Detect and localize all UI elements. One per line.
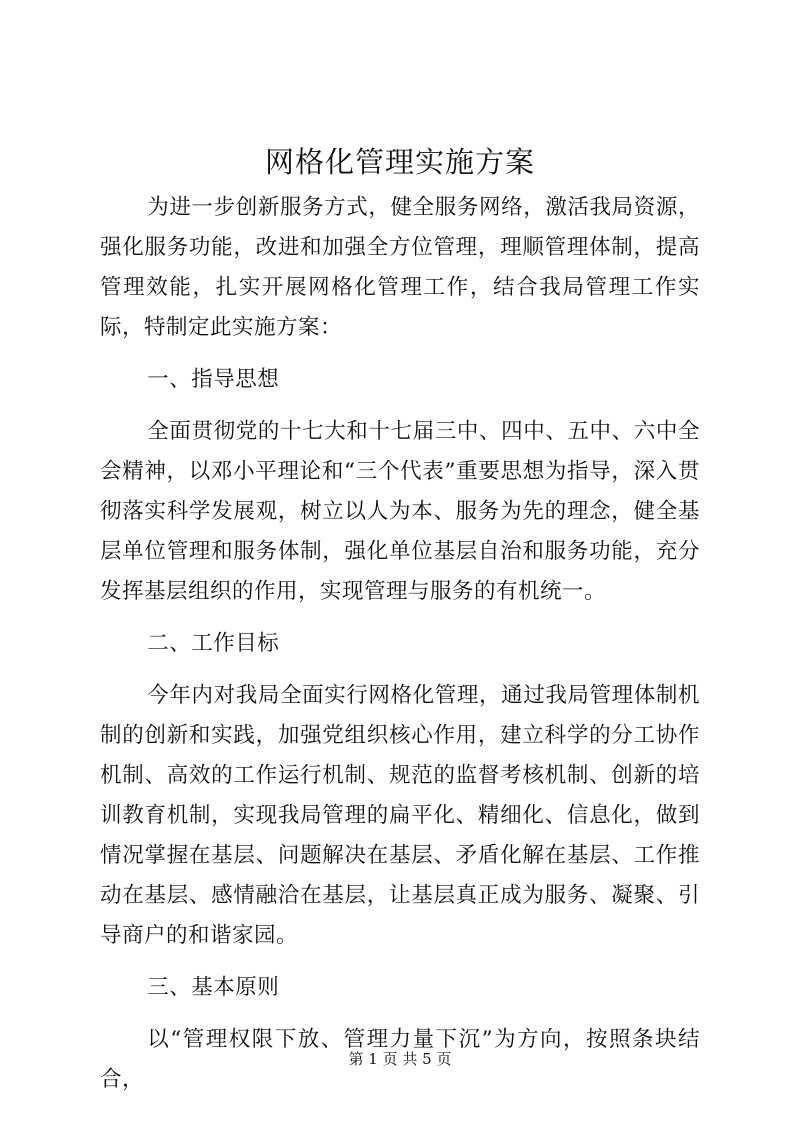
intro-paragraph: 为进一步创新服务方式，健全服务网络，激活我局资源，强化服务功能，改进和加强全方位管理，理顺管理体制，提高管理效能，扎实开展网格化管理工作，结合我局管理工作实际，特制定此实施方案： — [100, 195, 700, 340]
section-heading-basic-principles: 三、基本原则 — [147, 975, 280, 1000]
document-title: 网格化管理实施方案 — [264, 145, 535, 179]
section-heading-work-goals: 二、工作目标 — [147, 631, 280, 656]
page-number-footer: 第 1 页 共 5 页 — [348, 1050, 452, 1068]
section-paragraph-basic-principles: 以“管理权限下放、管理力量下沉”为方向，按照条块结合， — [100, 1027, 700, 1092]
section-paragraph-guiding-thought: 全面贯彻党的十七大和十七届三中、四中、五中、六中全会精神，以邓小平理论和“三个代表”重要思想为指导，深入贯彻落实科学发展观，树立以人为本、服务为先的理念，健全基层单位管理和服务体制，强化单位基层自治和服务功能，充分发挥基层组织的作用，实现管理与服务的有机统一。 — [100, 419, 700, 604]
section-paragraph-work-goals: 今年内对我局全面实行网格化管理，通过我局管理体制机制的创新和实践，加强党组织核心作用，建立科学的分工协作机制、高效的工作运行机制、规范的监督考核机制、创新的培训教育机制，实现我局管理的扁平化、精细化、信息化，做到情况掌握在基层、问题解决在基层、矛盾化解在基层、工作推动在基层、感情融洽在基层，让基层真正成为服务、凝聚、引导商户的和谐家园。 — [100, 683, 700, 948]
document-body — [100, 188, 700, 1100]
section-heading-guiding-thought: 一、指导思想 — [147, 367, 280, 392]
